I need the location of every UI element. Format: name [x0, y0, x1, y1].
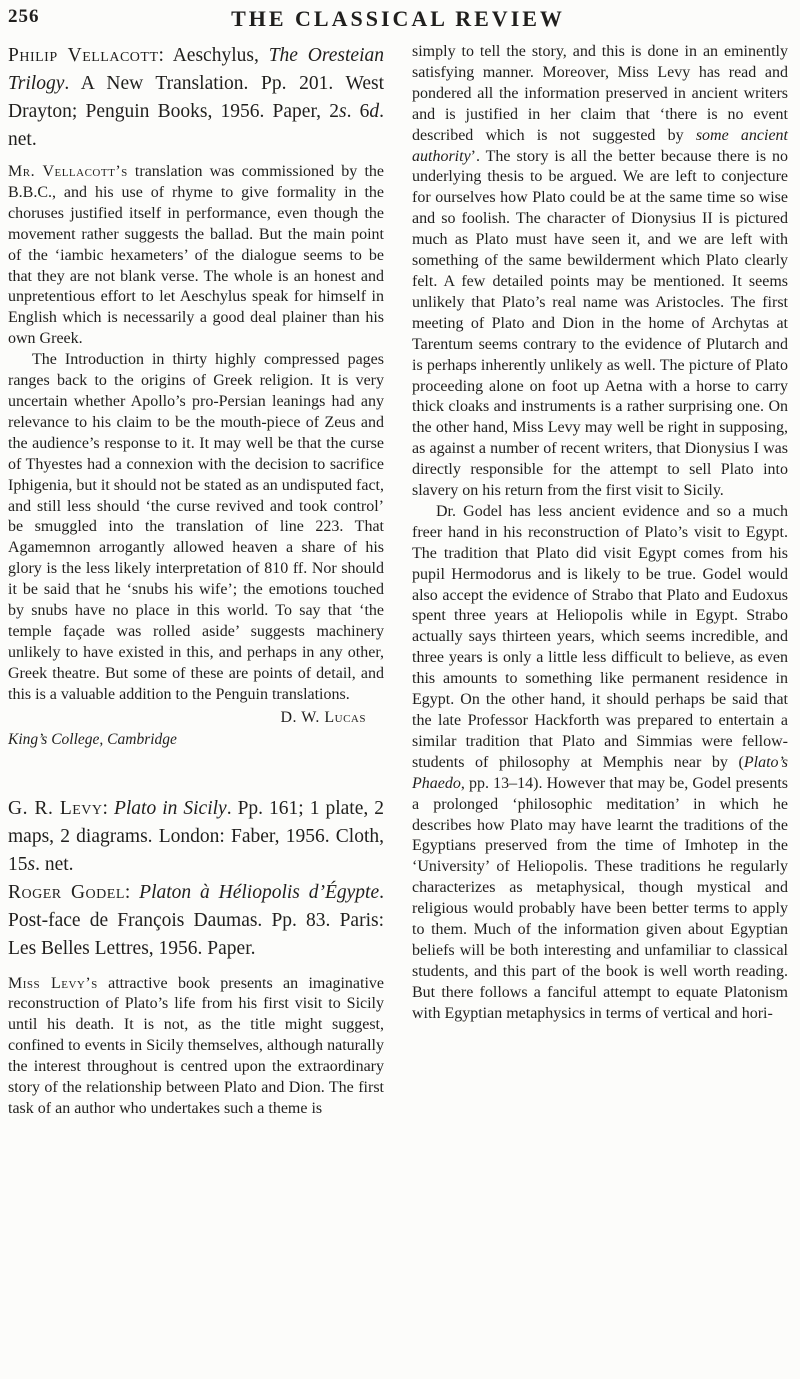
review1-heading: Philip Vellacott: Aeschylus, The Oresteian Trilogy. A New Translation. Pp. 201. West Drayton; Penguin Books, 1956. Paper, 2s. 6d. net. — [8, 45, 385, 150]
review2-heading-levy: G. R. Levy: Plato in Sicily. Pp. 161; 1 plate, 2 maps, 2 diagrams. London: Faber, 1956. Cloth, 15s. net. — [8, 797, 384, 875]
reviewer-affiliation: King’s College, Cambridge — [8, 730, 177, 748]
two-column-layout — [8, 42, 788, 1120]
journal-title: THE CLASSICAL REVIEW — [231, 6, 565, 31]
reviewer-signature-line — [8, 706, 384, 729]
page-number: 256 — [8, 6, 40, 27]
review2-paragraph-2: Dr. Godel has less ancient evidence and so a much freer hand in his reconstruction of Plato’s visit to Egypt. The tradition that Plato did visit Egypt comes from his pupil Hermodorus and is likely to be true. Godel would also accept the evidence of Strabo that Plato and Eudoxus spent three years at Heliopolis while in Egypt. Strabo actually says thirteen years, which seems incredible, and three years is only a little less difficult to believe, as even this amounts to something like permanent residence in Egypt. On the other hand, it should perhaps be said that the late Professor Hackforth was prepared to entertain a similar tradition that Plato and Simmias were fellow-students of philosophy at Memphis near by (Plato’s Phaedo, pp. 13–14). However that may be, Godel presents a prolonged ‘philosophic meditation’ in which he describes how Plato may have learnt the traditions of the Egyptians preserved from the time of Imhotep in the ‘University’ of Heliopolis. These traditions he regularly characterizes as metaphysical, though mystical and religious would probably have been better terms to apply to them. Much of the information given about Egyptian beliefs will be both interesting and unfamiliar to classical students, and this part of the book is well worth reading. But there follows a fanciful attempt to equate Platonism with Egyptian metaphysics in terms of vertical and hori- — [412, 502, 788, 1022]
right-column — [412, 42, 788, 1120]
review2-heading-godel: Roger Godel: Platon à Héliopolis d’Égypte. Post-face de François Daumas. Pp. 83. Paris: Les Belles Lettres, 1956. Paper. — [8, 881, 384, 959]
reviewer-name: D. W. Lucas — [280, 708, 366, 726]
review2-paragraph-1-continued: simply to tell the story, and this is done in an eminently satisfying manner. Moreover, Miss Levy has read and pondered all the information preserved in ancient writers and is justified in her claim that ‘there is no event described which is not suggested by some ancient authority’. The story is all the better because there is no underlying thesis to be argued. We are left to conjecture for ourselves how Plato could be at the same time so wise and so foolish. The character of Dionysius II is pictured much as Plato must have seen it, and we are left with something of the same bewilderment which Plato clearly felt. A few detailed points may be mentioned. It seems unlikely that Plato’s real name was Aristocles. The first meeting of Plato and Dion in the home of Archytas at Tarentum seems contrary to the evidence of Plutarch and is perhaps inherently unlikely as well. The picture of Plato proceeding alone on foot up Aetna with a horse to carry thick cloaks and instruments is a rather surprising one. On the other hand, Miss Levy may well be right in supposing, as against a number of recent writers, that Dionysius I was directly responsible for the attempt to sell Plato into slavery on his return from the first visit to Sicily. — [412, 43, 789, 500]
running-head — [8, 6, 788, 34]
review1-paragraph-2: The Introduction in thirty highly compressed pages ranges back to the origins of Greek religion. It is very uncertain whether Apollo’s pro-Persian leanings had any relevance to his claim to be the mouth-piece of Zeus and the audience’s response to it. It may well be that the curse of Thyestes had a connexion with the decision to sacrifice Iphigenia, but it should not be stated as an undisputed fact, and still less should ‘the curse revived and took control’ be smuggled into the translation of line 223. That Agamemnon arrogantly allowed heaven a share of his glory is the less likely interpretation of 810 ff. Nor should it be said that he ‘snubs his wife’; the emotions touched by snubs have no place in this world. To say that ‘the temple façade was rolled aside’ suggests machinery unlikely to have existed in this, and perhaps in any other, Greek theatre. But some of these are points of detail, and this is a valuable addition to the Penguin translations. — [8, 351, 384, 703]
left-column — [8, 42, 384, 1120]
review2-paragraph-1: Miss Levy’s attractive book presents an imaginative reconstruction of Plato’s life from his first visit to Sicily until his death. It is not, as the title might suggest, confined to events in Sicily themselves, although naturally the interest throughout is centred upon the extraordinary story of the relationship between Plato and Dion. The first task of an author who undertakes such a theme is — [8, 974, 384, 1117]
review1-paragraph-1: Mr. Vellacott’s translation was commissioned by the B.B.C., and his use of rhyme to give formality in the choruses justified itself in performance, even though the movement rather suggests the ballad. But the main point of the ‘iambic hexameters’ of the dialogue seems to be that they are not blank verse. The whole is an honest and unpretentious effort to let Aeschylus speak for himself in English which is necessarily a good deal plainer than his own Greek. — [8, 163, 384, 348]
